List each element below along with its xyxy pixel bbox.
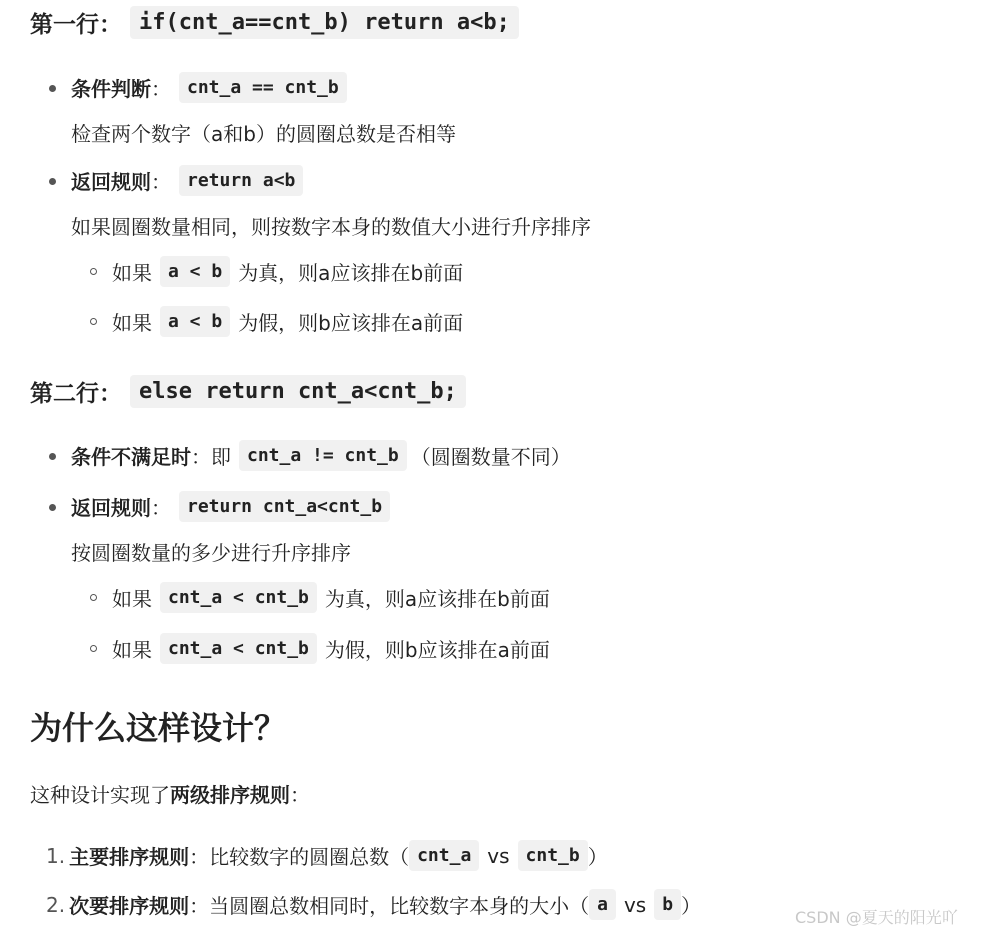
item-title: 返回规则 (71, 496, 151, 520)
sub-list-item (112, 306, 463, 337)
sub-list-item (112, 256, 463, 287)
item-note: （圆圈数量不同） (410, 445, 571, 469)
item-description: 如果圆圈数量相同，则按数字本身的数值大小进行升序排序 (71, 215, 591, 239)
why-intro (30, 779, 310, 808)
intro-bold-text: 两级排序规则 (170, 783, 290, 807)
sub-item-text: 为真，则a应该排在b前面 (238, 261, 464, 285)
bullet-circle-icon (90, 594, 97, 601)
ordered-list-item (46, 889, 701, 920)
item-text: ：当圆圈总数相同时，比较数字本身的大小（ (189, 894, 590, 918)
item-title: 主要排序规则 (69, 845, 190, 869)
code-snippet: if(cnt_a==cnt_b) return a<b; (130, 6, 519, 39)
sub-list-item (112, 633, 550, 664)
inline-code: cnt_a < cnt_b (160, 633, 317, 664)
list-item (71, 165, 303, 196)
inline-code: cnt_a < cnt_b (160, 582, 317, 613)
vs-text: vs (487, 843, 510, 868)
inline-code: cnt_a != cnt_b (239, 440, 407, 471)
item-separator: ： (151, 170, 171, 194)
ordered-list-item (46, 840, 608, 871)
bullet-circle-icon (90, 318, 97, 325)
section-label: 第二行： (30, 381, 122, 407)
bullet-disc-icon (49, 178, 56, 185)
item-separator: ： (151, 496, 171, 520)
list-item (71, 440, 571, 471)
bullet-circle-icon (90, 268, 97, 275)
inline-code: return cnt_a<cnt_b (179, 491, 390, 522)
vs-text: vs (623, 892, 647, 917)
item-description: 按圆圈数量的多少进行升序排序 (71, 541, 351, 565)
code-snippet: else return cnt_a<cnt_b; (130, 375, 466, 408)
sub-item-prefix: 如果 (112, 587, 152, 611)
list-item (71, 491, 390, 522)
item-description: 检查两个数字（a和b）的圆圈总数是否相等 (71, 122, 456, 146)
why-heading: 为什么这样设计？ (30, 709, 287, 747)
bullet-disc-icon (49, 504, 56, 511)
inline-code: b (654, 889, 681, 920)
bullet-disc-icon (49, 85, 56, 92)
list-item (71, 72, 347, 103)
sub-item-text: 为假，则b应该排在a前面 (238, 311, 464, 335)
inline-code: cnt_a == cnt_b (179, 72, 347, 103)
list-number: 1. (46, 843, 66, 868)
intro-text: 这种设计实现了 (30, 783, 170, 807)
watermark: CSDN @夏天的阳光吖 (795, 908, 958, 927)
item-title: 条件不满足时 (71, 445, 191, 469)
section-heading-line1 (30, 6, 519, 39)
item-separator: ：即 (191, 445, 231, 469)
inline-code: return a<b (179, 165, 303, 196)
list-number: 2. (46, 892, 66, 917)
sub-item-prefix: 如果 (112, 638, 152, 662)
section-heading-line2 (30, 375, 466, 408)
sub-item-prefix: 如果 (112, 261, 152, 285)
item-title: 返回规则 (71, 170, 151, 194)
bullet-circle-icon (90, 645, 97, 652)
sub-item-text: 为真，则a应该排在b前面 (324, 587, 550, 611)
inline-code: a < b (160, 256, 230, 287)
section-label: 第一行： (30, 12, 122, 38)
item-separator: ： (151, 77, 171, 101)
inline-code: a (589, 889, 616, 920)
close-paren: ） (681, 894, 702, 918)
item-text: ：比较数字的圆圈总数（ (189, 845, 410, 869)
sub-item-prefix: 如果 (112, 311, 152, 335)
close-paren: ） (587, 845, 608, 869)
bullet-disc-icon (49, 453, 56, 460)
inline-code: cnt_b (518, 840, 588, 871)
inline-code: a < b (160, 306, 230, 337)
item-title: 次要排序规则 (69, 894, 190, 918)
item-title: 条件判断 (71, 77, 151, 101)
sub-item-text: 为假，则b应该排在a前面 (324, 638, 550, 662)
inline-code: cnt_a (409, 840, 479, 871)
intro-colon: ： (290, 783, 310, 807)
sub-list-item (112, 582, 550, 613)
